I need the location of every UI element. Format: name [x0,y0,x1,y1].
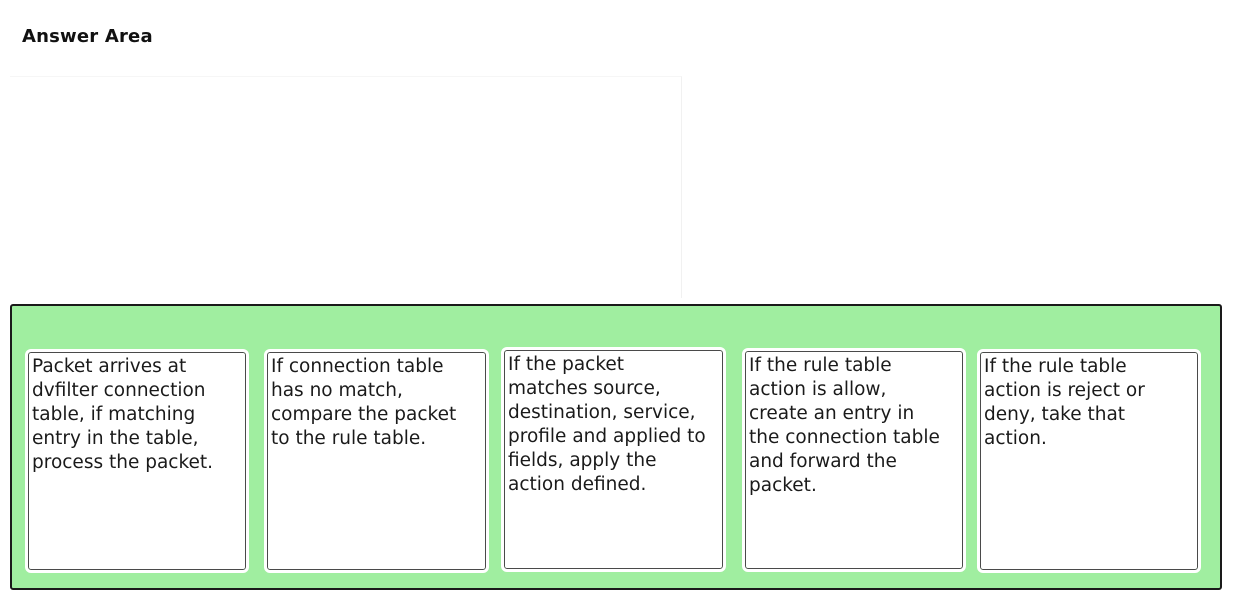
choice-card-5-text: If the rule table action is reject or deny, take that action. [984,356,1145,449]
choice-card-4[interactable] [745,351,963,569]
choice-card-1[interactable] [28,352,246,570]
choice-card-1-text: Packet arrives at dvfilter connection table, if matching entry in the table, process the packet. [32,356,214,473]
choice-card-4-text: If the rule table action is allow, create an entry in the connection table and forward the packet. [749,355,940,496]
choice-card-2-text: If connection table has no match, compare the packet to the rule table. [271,356,457,449]
answer-area-title: Answer Area [22,26,153,47]
choice-card-3-text: If the packet matches source, destination, service, profile and applied to fields, apply the action defined. [508,354,706,495]
choice-card-2[interactable] [267,352,486,570]
answer-drop-area[interactable] [10,76,682,298]
choice-card-5[interactable] [980,352,1198,570]
choices-tray [10,304,1222,590]
choice-card-3[interactable] [504,350,723,569]
